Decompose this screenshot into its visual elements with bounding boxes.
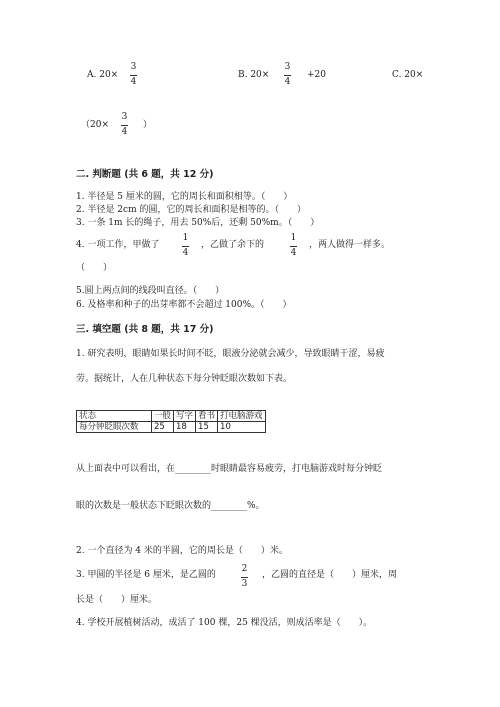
fraction-numerator: 3 xyxy=(284,62,291,72)
fill-question-3-line2: 长是（ ）厘米。 xyxy=(76,595,158,605)
fraction-denominator: 3 xyxy=(241,579,248,589)
fraction-bar xyxy=(130,75,137,76)
fraction-bar xyxy=(241,577,248,578)
fraction-denominator: 4 xyxy=(290,248,297,258)
fraction-numerator: 1 xyxy=(182,233,189,243)
judge-question-4-part1: 4. 一项工作，甲做了 xyxy=(76,240,160,250)
judge-section-heading: 二. 判断题 (共 6 题，共 12 分) xyxy=(76,169,214,180)
fraction-numerator: 2 xyxy=(241,564,248,574)
fraction-denominator: 4 xyxy=(121,127,128,137)
fraction-numerator: 1 xyxy=(290,233,297,243)
table-header-cell: 写字 xyxy=(174,411,196,422)
fraction-denominator: 4 xyxy=(284,77,291,87)
judge-question-4-part2: ，乙做了余下的 xyxy=(201,240,265,250)
judge-question-5: 5.圆上两点间的线段叫直径。（ ） xyxy=(76,286,225,296)
fraction-denominator: 4 xyxy=(182,248,189,258)
fraction-bar xyxy=(182,246,189,247)
fill-question-1-line1: 1. 研究表明，眼睛如果长时间不眨，眼液分泌就会减少，导致眼睛干涩，易疲 xyxy=(76,349,385,359)
option-b-label: B. 20× xyxy=(238,70,270,80)
judge-question-4-fraction-a xyxy=(182,234,189,258)
option-a-label: A. 20× xyxy=(87,70,119,80)
option-d-fraction xyxy=(121,113,128,137)
table-row xyxy=(77,422,266,433)
table-cell: 10 xyxy=(218,422,266,433)
blink-rate-table xyxy=(76,410,266,433)
fill-question-3-part2: ，乙圆的直径是（ ）厘米，周 xyxy=(262,570,398,580)
table-cell: 18 xyxy=(174,422,196,433)
fill-question-3-fraction xyxy=(241,565,248,589)
fill-question-1-line3: 从上面表中可以看出，在________时眼睛最容易疲劳，打电脑游戏时每分钟眨 xyxy=(76,464,383,474)
judge-question-6: 6. 及格率和种子的出芽率都不会超过 100%。（ ） xyxy=(76,300,292,310)
fill-question-4: 4. 学校开展植树活动，成活了 100 棵，25 棵没活，则成活率是（ ）。 xyxy=(76,618,373,628)
table-header-cell: 打电脑游戏 xyxy=(218,411,266,422)
table-cell: 25 xyxy=(152,422,174,433)
fraction-bar xyxy=(290,246,297,247)
fill-question-1-line2: 劳。据统计，人在几种状态下每分钟眨眼次数如下表。 xyxy=(76,374,293,384)
judge-question-4-fraction-b xyxy=(290,234,297,258)
fill-question-3-part1: 3. 甲圆的半径是 6 厘米，是乙圆的 xyxy=(76,570,216,580)
fraction-numerator: 3 xyxy=(121,112,128,122)
table-cell: 15 xyxy=(196,422,218,433)
option-b-fraction xyxy=(284,63,291,87)
option-a-fraction xyxy=(130,63,137,87)
option-b-suffix: +20 xyxy=(307,70,326,80)
table-header-cell: 状态 xyxy=(77,411,152,422)
fill-question-2: 2. 一个直径为 4 米的半圆，它的周长是（ ）米。 xyxy=(76,546,288,556)
table-header-cell: 一般 xyxy=(152,411,174,422)
fill-question-1-line4: 眼的次数是一般状态下眨眼次数的________%。 xyxy=(76,501,265,511)
judge-question-3: 3. 一条 1m 长的绳子，用去 50%后，还剩 50%m。（ ） xyxy=(76,218,320,228)
judge-question-4-blank: （ ） xyxy=(76,263,113,273)
fraction-numerator: 3 xyxy=(130,62,137,72)
fraction-bar xyxy=(284,75,291,76)
judge-question-4-part3: ，两人做得一样多。 xyxy=(309,240,391,250)
option-d-label: （20× xyxy=(81,120,109,130)
table-cell: 每分钟眨眼次数 xyxy=(77,422,152,433)
fraction-denominator: 4 xyxy=(130,77,137,87)
table-header-cell: 看书 xyxy=(196,411,218,422)
option-d-close: ） xyxy=(143,120,153,130)
table-header-row xyxy=(77,411,266,422)
judge-question-2: 2. 半径是 2cm 的圆，它的周长和面积是相等的。（ ） xyxy=(76,205,306,215)
fraction-bar xyxy=(121,125,128,126)
fill-section-heading: 三. 填空题 (共 8 题，共 17 分) xyxy=(76,324,214,335)
option-c-label: C. 20× xyxy=(392,70,424,80)
judge-question-1: 1. 半径是 5 厘米的圆，它的周长和面积相等。（ ） xyxy=(76,192,293,202)
